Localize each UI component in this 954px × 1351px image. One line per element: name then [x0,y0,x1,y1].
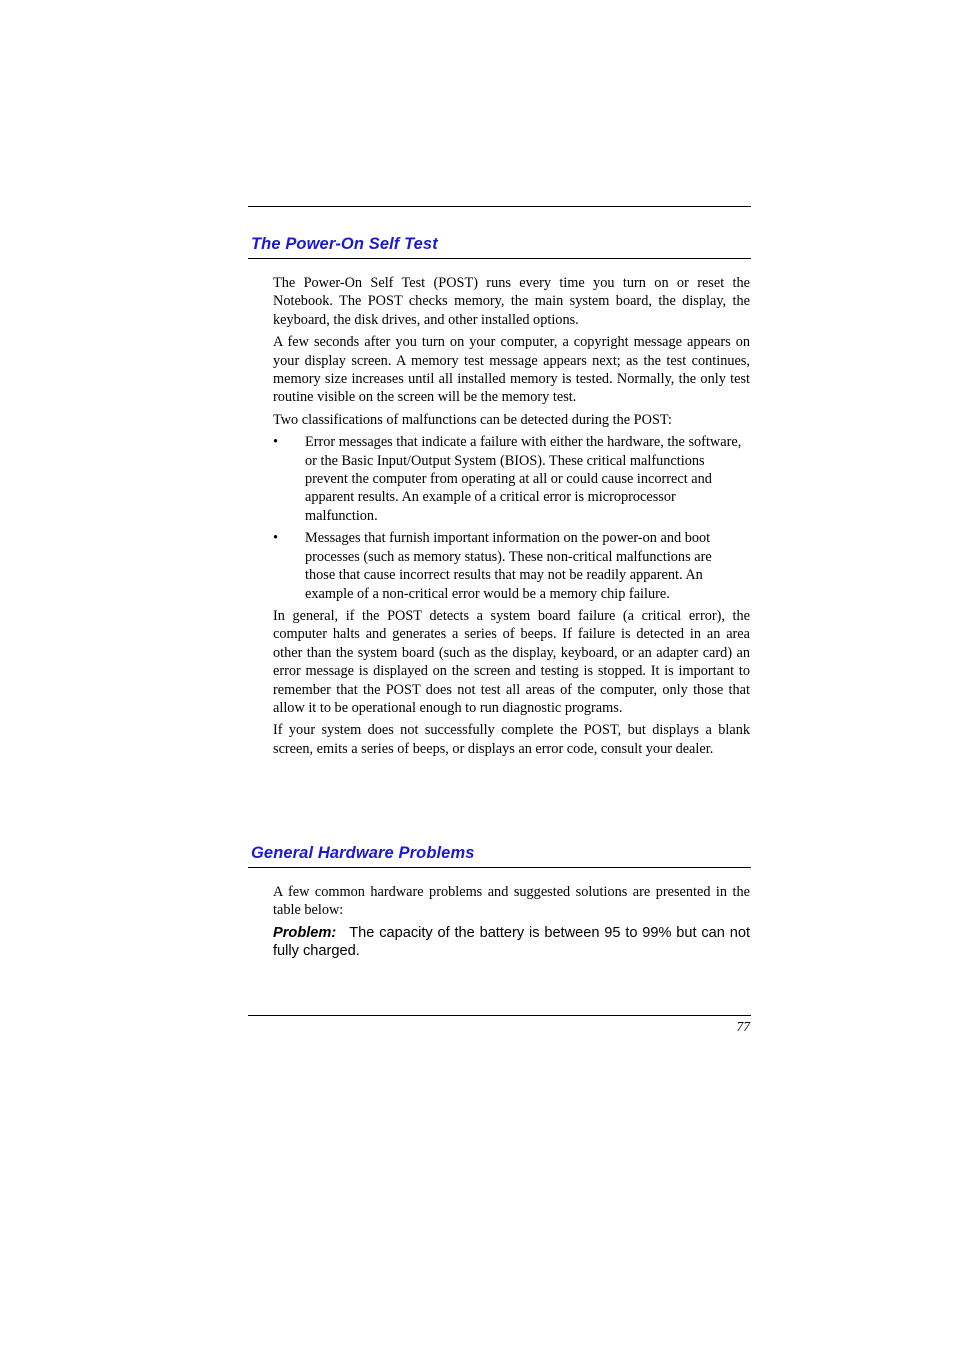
paragraph: In general, if the POST detects a system board failure (a critical error), the computer halts and generates a series of beeps. If failure is detected in an area other than the system board (such as the display, keyboard, or an adapter card) an error message is displayed on the screen and testing is stopped. It is important to remember that the POST does not test all areas of the computer, only those that allow it to be operational enough to run diagnostic programs. [273,607,750,716]
paragraph: A few common hardware problems and suggested solutions are presented in the table below: [273,884,750,919]
heading-underline [248,258,751,259]
page-number: 77 [736,1019,750,1034]
bullet-list [273,433,750,603]
problem-label: Problem: [273,924,337,941]
section-heading-power-on-self-test: The Power-On Self Test [251,235,438,253]
list-item [273,529,745,603]
footer-rule [248,1015,751,1016]
bullet-icon: • [273,530,279,547]
paragraph: Two classifications of malfunctions can be detected during the POST: [273,411,672,428]
section-body-hardware [273,883,750,965]
problem-statement [273,924,750,961]
section-heading-general-hardware-problems: General Hardware Problems [251,844,475,862]
list-item-text: Messages that furnish important information on the power-on and boot processes (such as memory status). These non-critical malfunctions are those that cause incorrect results that may not be readily apparent. An example of a non-critical error would be a memory chip failure. [305,530,712,602]
paragraph: The Power-On Self Test (POST) runs every time you turn on or reset the Notebook. The POST checks memory, the main system board, the display, the keyboard, the disk drives, and other installed options. [273,275,750,328]
section-body-post [273,274,750,762]
list-item [273,433,745,525]
header-rule [248,206,751,207]
bullet-icon: • [273,434,279,451]
problem-text: The capacity of the battery is between 95 to 99% but can not fully charged. [273,924,750,960]
paragraph: A few seconds after you turn on your computer, a copyright message appears on your display screen. A memory test message appears next; as the test continues, memory size increases until all installed memory is tested. Normally, the only test routine visible on the screen will be the memory test. [273,334,750,406]
heading-underline [248,867,751,868]
list-item-text: Error messages that indicate a failure with either the hardware, the software, or the Basic Input/Output System (BIOS). These critical malfunctions prevent the computer from operating at all or could cause incorrect and apparent results. An example of a critical error is microprocessor malfunction. [305,434,742,524]
paragraph: If your system does not successfully complete the POST, but displays a blank screen, emits a series of beeps, or displays an error code, consult your dealer. [273,722,750,757]
